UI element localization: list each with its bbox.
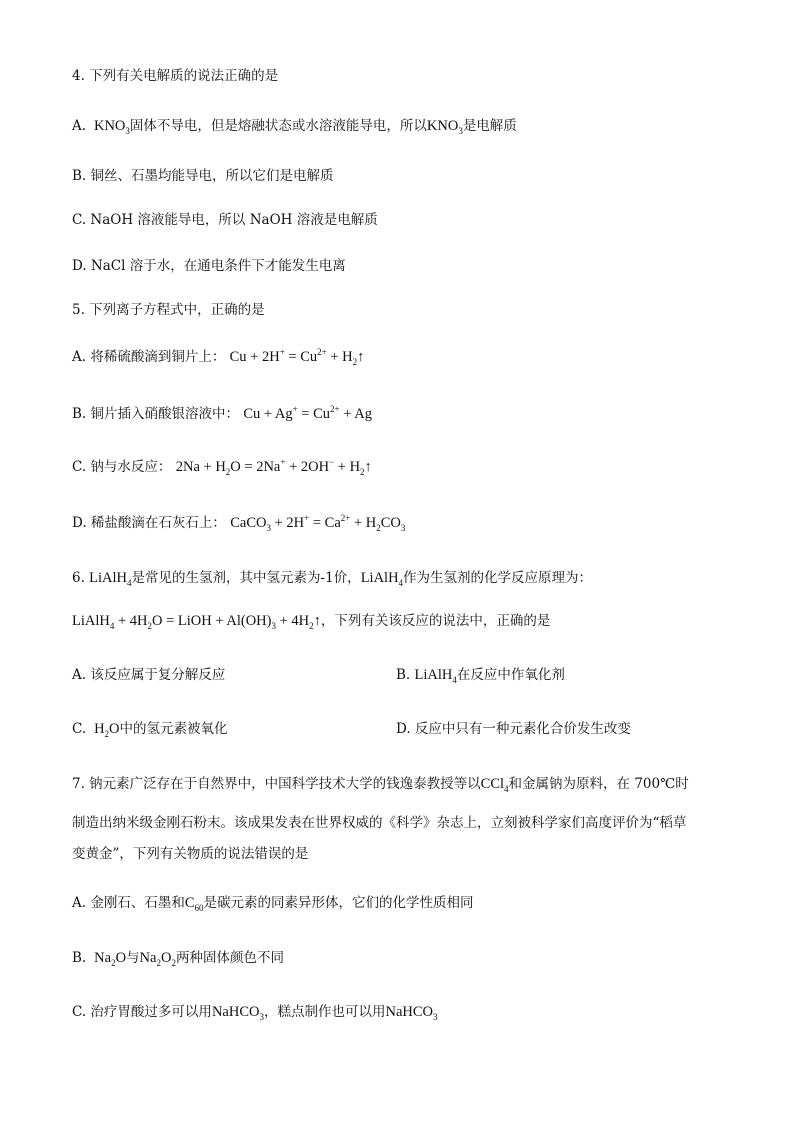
q7-stem-text-2: 和金属钠为原料，在 700℃时 (508, 776, 689, 792)
formula-lialh4: LiAlH$_4$ (360, 570, 404, 588)
q7-b-text-1: 与 (126, 950, 140, 966)
q4-option-c: C. NaOH 溶液能导电，所以 NaOH 溶液是电解质 (72, 212, 378, 228)
q6-option-d: D. 反应中只有一种元素化合价发生改变 (396, 721, 631, 737)
q5-stem: 5. 下列离子方程式中，正确的是 (72, 302, 265, 318)
q4-option-b: B. 铜丝、石墨均能导电，所以它们是电解质 (72, 168, 334, 184)
formula-lialh4: LiAlH$_4$ (89, 570, 132, 588)
q7-b-text-2: 两种固体颜色不同 (175, 950, 284, 966)
q7-stem-line3: 变黄金”，下列有关物质的说法错误的是 (72, 846, 309, 862)
q6-b-text: 在反应中作氧化剂 (456, 667, 565, 683)
q7-option-b (72, 948, 284, 968)
q6-stem-text-2: 作为生氢剂的化学反应原理为： (403, 570, 593, 586)
equation-q6: LiAlH$_4$ + $4H_2O$ = LiOH + $Al(OH)_3$ + $4H_2↑$ (72, 613, 321, 631)
q5-b-label: B. 铜片插入硝酸银溶液中： (72, 406, 240, 422)
q6-option-b (396, 665, 565, 685)
formula-kno3: $KNO_3$ (90, 118, 130, 136)
q4-option-a (72, 116, 517, 136)
q5-c-label: C. 钠与水反应： (72, 459, 172, 475)
q5-a-label: A. 将稀硫酸滴到铜片上： (72, 349, 226, 365)
q7-stem-text-1: 7. 钠元素广泛存在于自然界中，中国科学技术大学的钱逸泰教授等以 (72, 776, 481, 792)
q6-stem-text-1: 是常见的生氢剂，其中氢元素为-1价， (131, 570, 361, 586)
equation-a: $Cu + 2H^+ = Cu^{2+}$ + $H_2↑$ (229, 347, 365, 367)
equation-d: CaCO$_3$ + $2H^+ = Ca^{2+} + H_2CO_3$ (230, 513, 406, 533)
q6-b-prefix: B. (396, 667, 411, 683)
formula-na2o2: $Na_2O_2$ (139, 950, 176, 968)
formula-nahco3: NaHCO$_3$ (211, 1004, 264, 1022)
formula-lialh4: LiAlH$_4$ (414, 667, 457, 685)
formula-h2o: $H_2O$ (90, 721, 120, 739)
q4-a-text-2: 是电解质 (462, 118, 517, 134)
q6-option-a: A. 该反应属于复分解反应 (72, 667, 226, 683)
q7-b-prefix: B. (72, 950, 87, 966)
formula-c60: $C_{60}$ (184, 895, 204, 913)
equation-c: $2Na + H_2O = 2Na^+ + 2OH^-$ + $H_2↑$ (175, 457, 372, 477)
q6-stem-line2 (72, 611, 550, 631)
q4-option-d: D. NaCl 溶于水，在通电条件下才能发生电离 (72, 258, 346, 274)
q5-d-label: D. 稀盐酸滴在石灰石上： (72, 515, 226, 531)
q4-stem: 4. 下列有关电解质的说法正确的是 (72, 68, 279, 84)
q4-a-prefix: A. (72, 118, 87, 134)
q7-option-c (72, 1002, 438, 1022)
equation-b: $Cu + Ag^+ = Cu^{2+} + Ag$ (243, 404, 372, 422)
q6-stem-text-3: ，下列有关该反应的说法中，正确的是 (320, 613, 551, 629)
q7-a-text-2: 是碳元素的同素异形体，它们的化学性质相同 (203, 895, 474, 911)
q6-stem-line1 (72, 568, 592, 588)
formula-ccl4: CCl$_4$ (480, 776, 509, 794)
q7-stem-line1 (72, 774, 689, 794)
q4-a-text-1: 固体不导电，但是熔融状态或水溶液能导电，所以 (129, 118, 427, 134)
q5-option-c (72, 457, 372, 477)
q5-option-a (72, 347, 364, 367)
q7-stem-line2: 制造出纳米级金刚石粉末。该成果发表在世界权威的《科学》杂志上，立刻被科学家们高度评价为“稻草 (72, 815, 687, 831)
q6-number: 6. (72, 570, 90, 586)
formula-nahco3: NaHCO$_3$ (385, 1004, 438, 1022)
q7-option-a (72, 893, 474, 913)
q5-option-d (72, 513, 405, 533)
formula-na2o: $Na_2O$ (90, 950, 127, 968)
formula-kno3: $KNO_3$ (426, 118, 463, 136)
q7-c-text-2: ，糕点制作也可以用 (263, 1004, 386, 1020)
q6-c-prefix: C. (72, 721, 87, 737)
q6-options-row1 (72, 665, 722, 685)
q7-a-text-1: A. 金刚石、石墨和 (72, 895, 185, 911)
q6-options-row2 (72, 719, 722, 739)
q7-c-text-1: C. 治疗胃酸过多可以用 (72, 1004, 212, 1020)
q5-option-b (72, 404, 372, 424)
q6-c-text: 中的氢元素被氧化 (119, 721, 228, 737)
